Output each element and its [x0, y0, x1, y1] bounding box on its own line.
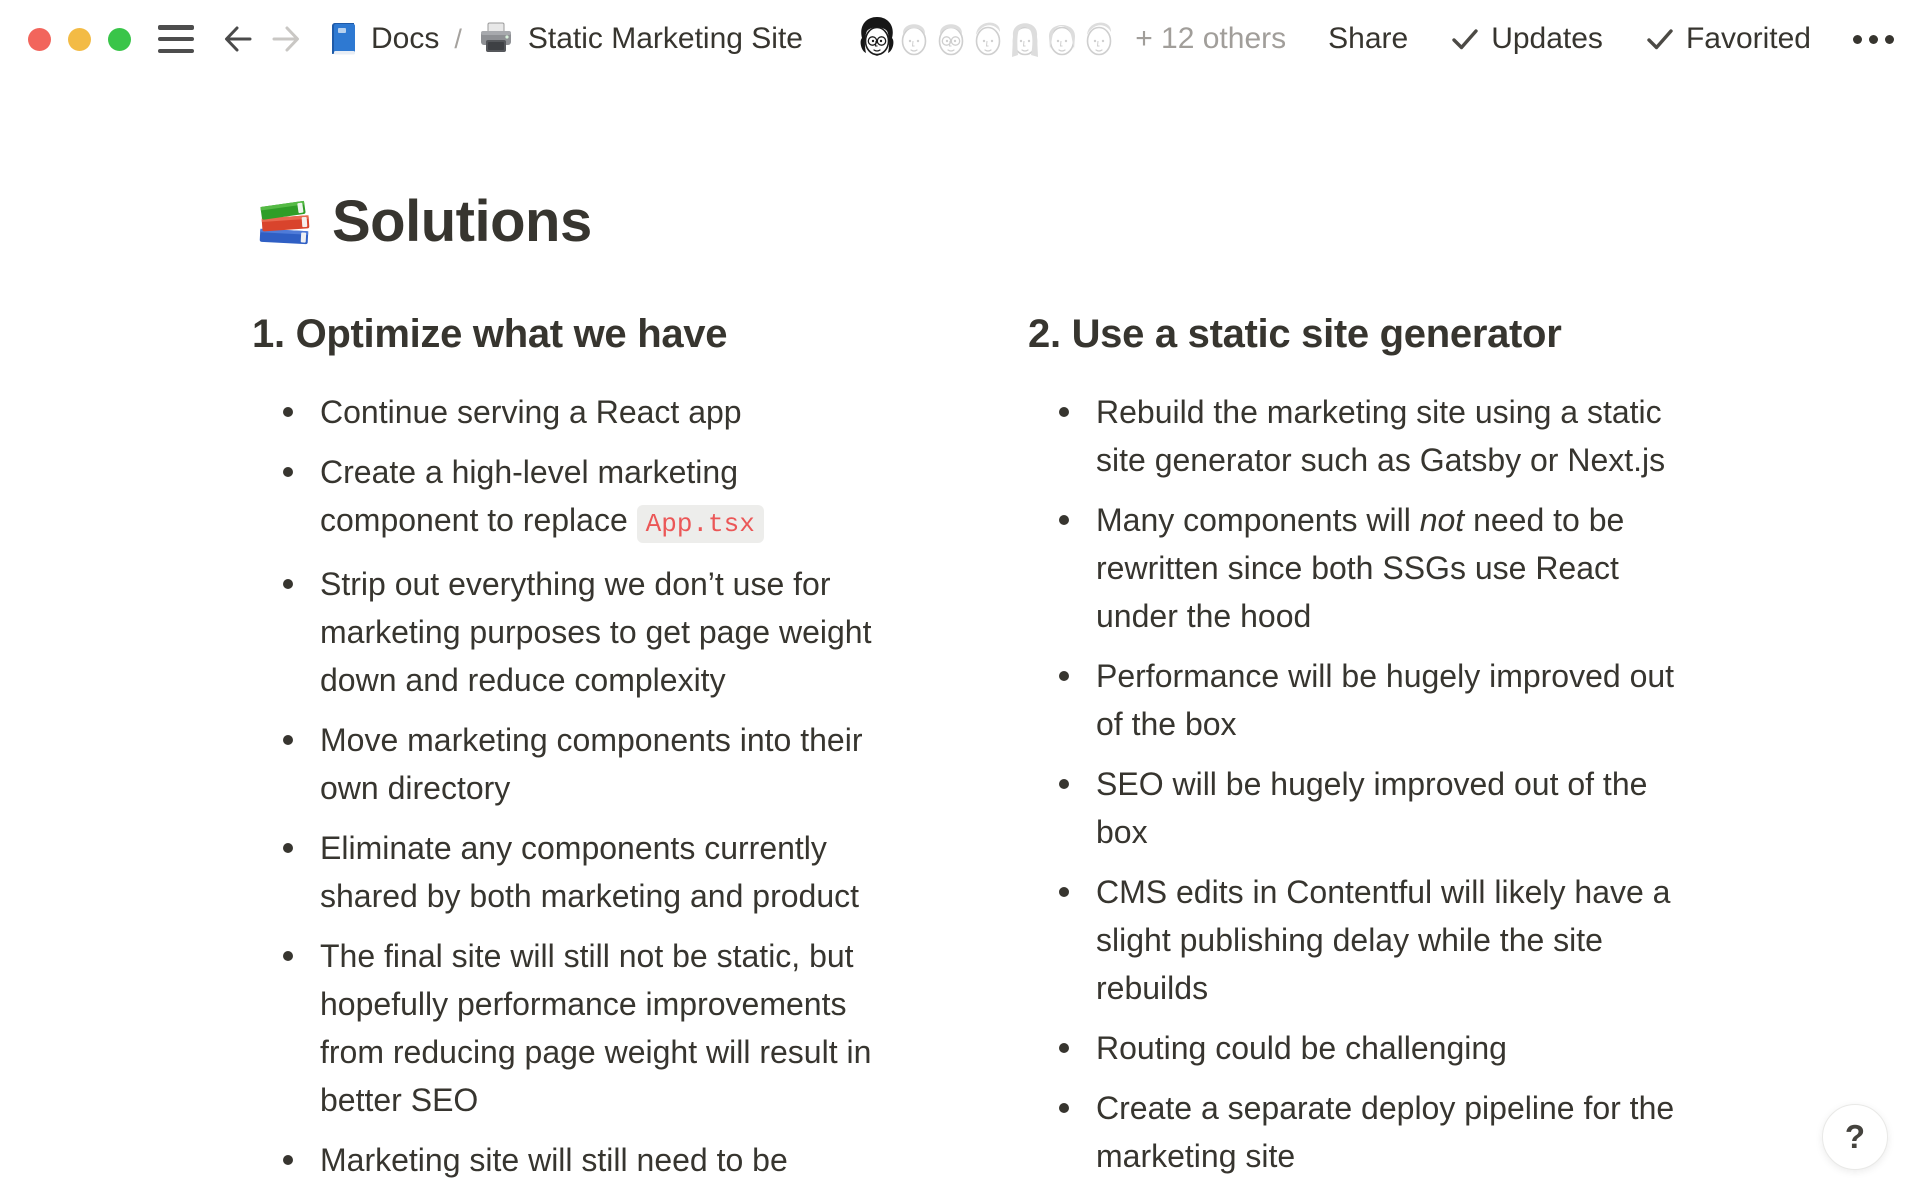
bullet-text: not	[1419, 502, 1465, 538]
column-heading: 2. Use a static site generator	[1028, 312, 1562, 356]
page-title	[254, 188, 592, 255]
bullet-item	[1028, 862, 1681, 1018]
bullet-item	[252, 710, 880, 818]
collaborator-avatar[interactable]	[1076, 14, 1122, 64]
forward-arrow-icon[interactable]	[270, 23, 302, 55]
bullet-item	[1028, 646, 1681, 754]
bullet-text: Performance will be hugely improved out of the box	[1096, 658, 1675, 742]
bullet-item	[252, 382, 880, 442]
bullet-text: The final site will still not be static, but hopefully performance improvements from reducing page weight will result in better SEO	[320, 938, 872, 1118]
bullet-text: Routing could be challenging	[1096, 1030, 1507, 1066]
favorited-button[interactable]	[1645, 22, 1811, 56]
collaborator-avatar[interactable]	[854, 14, 900, 64]
breadcrumb-current-page[interactable]	[477, 21, 803, 57]
collaborators-overflow[interactable]: + 12 others	[1135, 22, 1287, 55]
bullet-item	[252, 926, 880, 1130]
bullet-text: need to be rewritten since both SSGs use React under the hood	[1096, 502, 1625, 634]
bullet-text: Strip out everything we don’t use for marketing purposes to get page weight down and reduce complexity	[320, 566, 872, 698]
bullet-item	[252, 1130, 880, 1190]
column-heading: 1. Optimize what we have	[252, 312, 728, 356]
bullet-item	[1028, 1078, 1681, 1186]
blue-book-icon	[328, 21, 358, 57]
bullet-text: Marketing site will still need to be	[320, 1142, 788, 1178]
check-icon	[1450, 24, 1480, 54]
breadcrumb-docs[interactable]	[328, 21, 439, 57]
bullet-text: Many components will	[1096, 502, 1420, 538]
window-controls	[28, 28, 131, 51]
column-optimize	[252, 308, 880, 1190]
sidebar-menu-icon[interactable]	[158, 25, 194, 53]
help-label: ?	[1844, 1118, 1866, 1155]
zoom-window-icon[interactable]	[108, 28, 131, 51]
more-options-icon[interactable]	[1851, 29, 1896, 50]
favorited-label: Favorited	[1685, 22, 1811, 55]
collaborators	[854, 14, 1286, 64]
window-titlebar	[0, 0, 1920, 78]
books-emoji-icon	[254, 192, 314, 252]
page-body	[252, 308, 1681, 1190]
close-window-icon[interactable]	[28, 28, 51, 51]
column-gap	[880, 308, 1028, 1190]
breadcrumb-separator: /	[454, 23, 462, 54]
page-title-text: Solutions	[332, 189, 592, 254]
bullet-text: Continue serving a React app	[320, 394, 742, 430]
bullet-text: Move marketing components into their own directory	[320, 722, 863, 806]
bullet-text: Rebuild the marketing site using a static site generator such as Gatsby or Next.js	[1096, 394, 1666, 478]
check-icon	[1645, 24, 1675, 54]
breadcrumb-label: Docs	[371, 22, 440, 55]
breadcrumb-label: Static Marketing Site	[527, 22, 803, 55]
inline-code: App.tsx	[637, 505, 764, 543]
bullet-item	[1028, 1018, 1681, 1078]
updates-label: Updates	[1491, 22, 1603, 55]
bullet-item	[252, 442, 880, 554]
share-button[interactable]	[1328, 22, 1408, 56]
help-button[interactable]	[1822, 1104, 1888, 1170]
updates-button[interactable]	[1450, 22, 1603, 56]
bullet-item	[1028, 382, 1681, 490]
column-ssg	[1028, 308, 1681, 1190]
bullet-item	[252, 554, 880, 710]
minimize-window-icon[interactable]	[68, 28, 91, 51]
bullet-text: Eliminate any components currently shared by both marketing and product	[320, 830, 859, 914]
printer-icon	[477, 21, 515, 57]
collaborator-avatars	[854, 14, 1113, 64]
share-label: Share	[1328, 22, 1409, 55]
bullet-text: Create a high-level marketing component to replace	[320, 454, 738, 538]
bullet-text: CMS edits in Contentful will likely have a slight publishing delay while the site rebuilds	[1096, 874, 1671, 1006]
bullet-list	[252, 382, 880, 1190]
bullet-item	[1028, 490, 1681, 646]
back-arrow-icon[interactable]	[222, 23, 254, 55]
bullet-text: SEO will be hugely improved out of the box	[1096, 766, 1648, 850]
bullet-item	[252, 818, 880, 926]
bullet-text: Create a separate deploy pipeline for the marketing site	[1096, 1090, 1675, 1174]
bullet-list	[1028, 382, 1681, 1186]
bullet-item	[1028, 754, 1681, 862]
